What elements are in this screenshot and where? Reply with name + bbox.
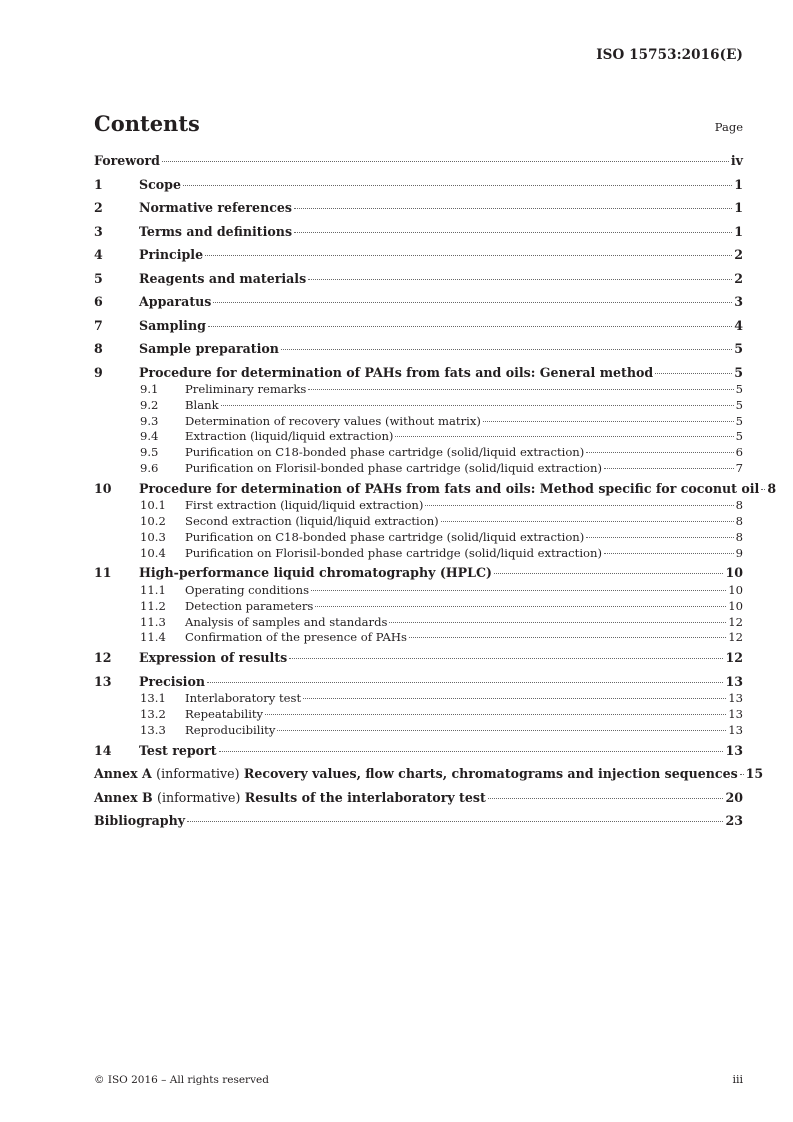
toc-entry-title: First extraction (liquid/liquid extraction) — [185, 498, 424, 513]
toc-entry[interactable] — [94, 461, 743, 477]
dot-leader — [425, 505, 733, 506]
toc-entry-title: Reproducibility — [185, 722, 276, 737]
dot-leader — [604, 553, 734, 554]
toc-entry[interactable] — [94, 498, 743, 514]
toc-entry-page: 5 — [735, 382, 743, 396]
toc-entry-title: Foreword — [94, 153, 160, 168]
toc-entry-page: 5 — [735, 397, 743, 412]
dot-leader — [221, 405, 734, 406]
toc-entry[interactable] — [94, 382, 743, 398]
toc-entry-page: 8 — [735, 498, 743, 513]
toc-entry[interactable] — [94, 294, 743, 318]
toc-entry[interactable] — [94, 398, 743, 414]
toc-entry[interactable] — [94, 599, 743, 615]
toc-entry-page: 13 — [728, 706, 743, 721]
toc-entry-page: 13 — [728, 722, 743, 737]
toc-annex-label: Annex A — [94, 766, 152, 782]
toc-entry-number: 11.3 — [140, 614, 166, 629]
toc-entry-number: 13.1 — [140, 691, 166, 706]
toc-entry-title: Purification on Florisil-bonded phase cartridge (solid/liquid extraction) — [185, 460, 603, 475]
toc-entry[interactable] — [94, 429, 743, 445]
toc-entry[interactable] — [94, 546, 743, 562]
dot-leader — [277, 730, 726, 731]
toc-entry[interactable] — [94, 650, 743, 674]
toc-entry-title: Purification on C18-bonded phase cartridge (solid/liquid extraction) — [185, 529, 585, 544]
dot-leader — [494, 573, 723, 574]
dot-leader — [483, 421, 734, 422]
toc-entry-title: Principle — [139, 247, 204, 262]
toc-entry[interactable] — [94, 766, 764, 790]
toc-entry[interactable] — [94, 630, 743, 646]
toc-entry[interactable] — [94, 177, 743, 201]
toc-entry-title: Purification on Florisil-bonded phase cartridge (solid/liquid extraction) — [185, 545, 603, 560]
toc-entry-page: 9 — [735, 545, 743, 560]
toc-entry-number: 8 — [94, 341, 103, 356]
toc-entry-title: Confirmation of the presence of PAHs — [185, 630, 407, 645]
toc-entry-title: Procedure for determination of PAHs from fats and oils: General method — [139, 364, 654, 380]
toc-entry[interactable] — [94, 723, 743, 739]
toc-entry-title: Extraction (liquid/liquid extraction) — [185, 429, 394, 444]
toc-entry-title: Bibliography — [94, 813, 186, 829]
toc-annex-label: Annex B — [94, 789, 153, 805]
page-column-label: Page — [714, 120, 743, 134]
toc-entry-number: 9.2 — [140, 397, 159, 412]
toc-entry[interactable] — [94, 153, 743, 177]
dot-leader — [162, 161, 729, 162]
dot-leader — [586, 452, 733, 453]
toc-entry-number: 10.4 — [140, 545, 166, 560]
toc-entry[interactable] — [94, 743, 743, 767]
toc-entry-number: 11.4 — [140, 630, 166, 645]
toc-entry-number: 3 — [94, 223, 103, 239]
dot-leader — [740, 774, 744, 775]
dot-leader — [308, 389, 733, 390]
toc-entry-title: Operating conditions — [185, 582, 310, 597]
toc-entry-page: 4 — [734, 317, 743, 333]
toc-entry-page: 12 — [728, 614, 743, 629]
toc-entry[interactable] — [94, 341, 743, 365]
toc-entry-page: 5 — [735, 413, 743, 428]
toc-annex-qualifier: (informative) — [156, 766, 240, 782]
toc-entry-page: 13 — [728, 691, 743, 706]
toc-entry[interactable] — [94, 224, 743, 248]
document-identifier: ISO 15753:2016(E) — [596, 47, 743, 63]
toc-entry[interactable] — [94, 445, 743, 461]
dot-leader — [294, 232, 732, 233]
toc-entry[interactable] — [94, 414, 743, 430]
toc-entry[interactable] — [94, 530, 743, 546]
toc-entry-page: 10 — [725, 565, 743, 581]
toc-entry-title: Test report — [139, 742, 217, 758]
dot-leader — [488, 798, 724, 799]
toc-entry[interactable] — [94, 691, 743, 707]
toc-entry-number: 11 — [94, 565, 112, 581]
toc-entry-title: Second extraction (liquid/liquid extraction) — [185, 514, 439, 529]
dot-leader — [183, 185, 732, 186]
toc-entry[interactable] — [94, 813, 743, 837]
toc-entry-number: 9.6 — [140, 460, 159, 475]
toc-entry-title: Detection parameters — [185, 598, 314, 613]
toc-entry-page: 8 — [735, 529, 743, 544]
toc-entry-number: 9.4 — [140, 429, 159, 444]
dot-leader — [213, 302, 732, 303]
toc-entry-page: 2 — [734, 247, 743, 262]
toc-entry-title: Blank — [185, 397, 219, 412]
toc-entry-title: Recovery values, flow charts, chromatograms and injection sequences — [243, 766, 738, 782]
dot-leader — [604, 468, 734, 469]
toc-entry-title: Results of the interlaboratory test — [244, 789, 486, 805]
dot-leader — [289, 658, 723, 659]
toc-entry-number: 9.1 — [140, 382, 159, 396]
toc-entry-number: 11.1 — [140, 582, 166, 597]
dot-leader — [655, 373, 732, 374]
toc-entry-page: 3 — [734, 294, 743, 309]
toc-entry-page: 5 — [734, 341, 743, 356]
toc-entry-title: Preliminary remarks — [185, 382, 307, 396]
toc-entry-number: 5 — [94, 270, 103, 286]
dot-leader — [205, 255, 732, 256]
copyright-notice: © ISO 2016 – All rights reserved — [94, 1074, 269, 1086]
toc-entry-number: 9.3 — [140, 413, 159, 428]
toc-entry-number: 10.2 — [140, 514, 166, 529]
toc-entry-title: Determination of recovery values (without matrix) — [185, 413, 481, 428]
toc-entry-title: Expression of results — [139, 650, 288, 666]
dot-leader — [395, 436, 733, 437]
toc-entry-number: 1 — [94, 176, 103, 192]
toc-entry-page: 8 — [735, 514, 743, 529]
toc-entry-title: High-performance liquid chromatography (HPLC) — [139, 565, 492, 581]
toc-entry[interactable] — [94, 247, 743, 271]
dot-leader — [208, 326, 732, 327]
dot-leader — [303, 698, 726, 699]
dot-leader — [441, 521, 734, 522]
toc-entry-title: Reagents and materials — [139, 270, 307, 286]
toc-entry-title: Sampling — [139, 317, 206, 333]
dot-leader — [207, 682, 723, 683]
toc-entry-page: 20 — [725, 789, 743, 805]
toc-entry-page: iv — [730, 153, 743, 168]
toc-entry-page: 1 — [734, 200, 743, 215]
toc-entry-number: 10 — [94, 480, 112, 496]
toc-entry-page: 10 — [728, 598, 743, 613]
toc-entry[interactable] — [94, 583, 743, 599]
toc-entry-page: 5 — [734, 364, 743, 380]
toc-entry-number: 6 — [94, 294, 103, 309]
toc-entry-page: 13 — [725, 742, 743, 758]
toc-entry-number: 13.3 — [140, 722, 166, 737]
dot-leader — [265, 714, 726, 715]
toc-entry[interactable] — [94, 271, 743, 295]
toc-entry-title: Normative references — [139, 200, 293, 215]
toc-entry-number: 7 — [94, 317, 103, 333]
toc-entry-number: 11.2 — [140, 598, 166, 613]
toc-entry[interactable] — [94, 615, 743, 631]
toc-entry-title: Scope — [139, 176, 181, 192]
toc-entry-page: 1 — [734, 176, 743, 192]
toc-entry[interactable] — [94, 707, 743, 723]
dot-leader — [187, 821, 723, 822]
toc-entry-page: 15 — [745, 766, 764, 782]
toc-entry-number: 13 — [94, 673, 112, 689]
toc-entry-title: Purification on C18-bonded phase cartridge (solid/liquid extraction) — [185, 445, 585, 460]
toc-entry-title: Sample preparation — [139, 341, 279, 356]
toc-entry-title: Apparatus — [139, 294, 212, 309]
dot-leader — [389, 622, 726, 623]
toc-entry[interactable] — [94, 318, 743, 342]
dot-leader — [315, 606, 726, 607]
toc-entry-number: 12 — [94, 650, 112, 666]
dot-leader — [311, 590, 726, 591]
toc-entry-page: 13 — [725, 673, 743, 689]
toc-entry-title: Terms and definitions — [139, 223, 293, 239]
toc-entry-number: 13.2 — [140, 706, 166, 721]
toc-entry-number: 10.1 — [140, 498, 166, 513]
dot-leader — [281, 349, 732, 350]
toc-entry[interactable] — [94, 790, 743, 814]
toc-entry-page: 1 — [734, 223, 743, 239]
toc-entry-title: Repeatability — [185, 706, 264, 721]
toc-entry[interactable] — [94, 200, 743, 224]
toc-entry[interactable] — [94, 514, 743, 530]
toc-entry-page: 2 — [734, 270, 743, 286]
toc-entry-page: 10 — [728, 582, 743, 597]
toc-entry-number: 9.5 — [140, 445, 159, 460]
dot-leader — [219, 751, 724, 752]
page-number: iii — [732, 1073, 743, 1086]
toc-entry-page: 12 — [725, 650, 743, 666]
toc-entry-title: Procedure for determination of PAHs from fats and oils: Method specific for coconut oil — [139, 480, 760, 496]
toc-entry-number: 2 — [94, 200, 103, 215]
toc-entry-page: 8 — [767, 480, 777, 496]
toc-entry-number: 10.3 — [140, 529, 166, 544]
toc-entry-page: 6 — [735, 445, 743, 460]
toc-annex-qualifier: (informative) — [157, 789, 241, 805]
toc-entry-title: Analysis of samples and standards — [185, 614, 388, 629]
toc-entry-number: 14 — [94, 742, 112, 758]
dot-leader — [294, 208, 732, 209]
dot-leader — [586, 537, 733, 538]
dot-leader — [409, 637, 726, 638]
toc-entry-page: 23 — [725, 813, 743, 829]
toc-entry-number: 9 — [94, 364, 103, 380]
table-of-contents — [94, 153, 777, 837]
dot-leader — [761, 489, 765, 490]
toc-entry-page: 5 — [735, 429, 743, 444]
toc-entry-title: Interlaboratory test — [185, 691, 302, 706]
toc-entry-page: 7 — [735, 460, 743, 475]
toc-entry-number: 4 — [94, 247, 103, 262]
dot-leader — [308, 279, 732, 280]
page-title: Contents — [94, 111, 200, 136]
toc-entry-title: Precision — [139, 673, 206, 689]
toc-entry-page: 12 — [728, 630, 743, 645]
